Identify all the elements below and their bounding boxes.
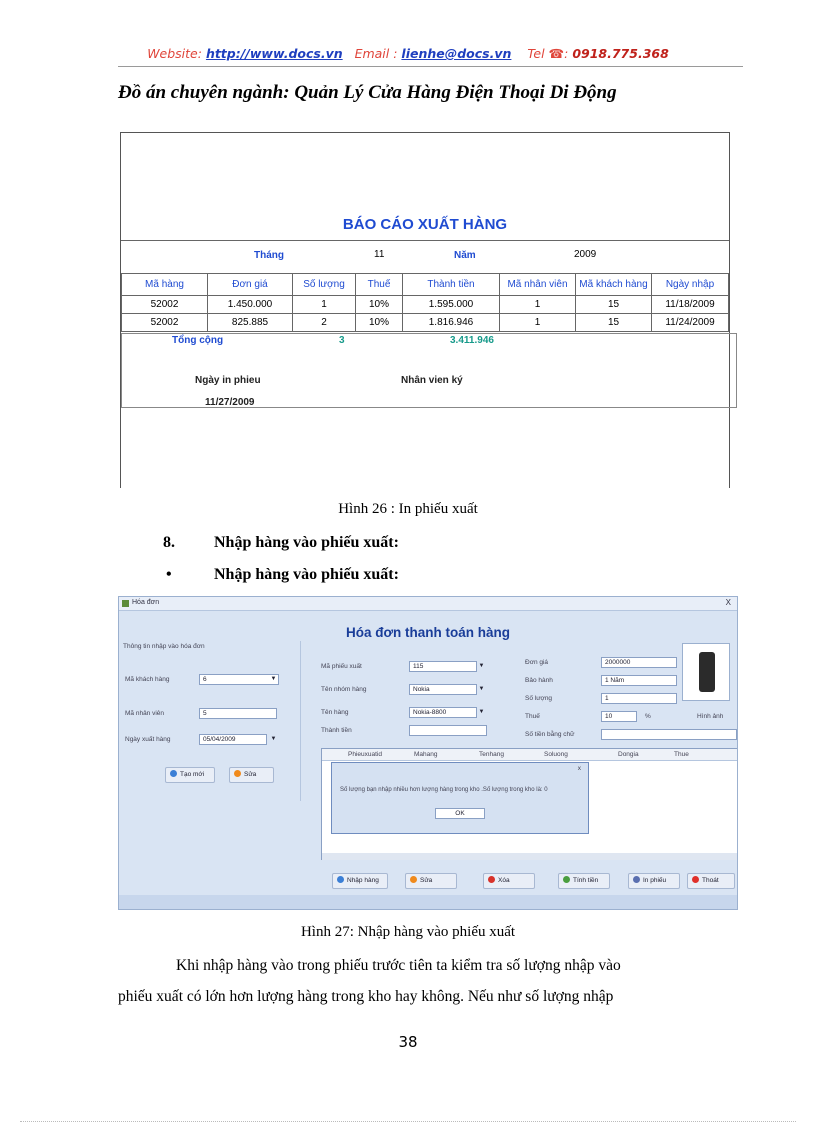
print-date-label: Ngày in phieu (195, 375, 261, 386)
total-label: Tổng cộng (172, 335, 224, 346)
column-header: Mã khách hàng (576, 274, 652, 296)
report-header-row (122, 274, 729, 296)
month-label: Tháng (254, 250, 284, 261)
delete-button-label: Xóa (498, 877, 510, 884)
table-cell: 2 (293, 314, 356, 332)
report-divider (121, 240, 729, 241)
section-number: 8. (163, 534, 175, 551)
dialog-ok-button[interactable]: OK (435, 808, 485, 819)
new-button[interactable] (165, 767, 215, 783)
grid-column-header: Mahang (414, 751, 438, 758)
words-input[interactable] (601, 729, 737, 740)
signer-label: Nhân vien ký (401, 375, 463, 386)
window-bottom-strip (119, 895, 737, 910)
table-cell: 1.595.000 (403, 296, 500, 314)
bullet-icon: • (166, 566, 172, 583)
report-table (121, 273, 729, 332)
warranty-label: Bảo hành (525, 677, 553, 684)
amount-label: Thành tiền (321, 727, 352, 734)
exit-button-label: Thoát (702, 877, 719, 884)
paragraph-line-1: Khi nhập hàng vào trong phiếu trước tiên ta kiểm tra số lượng nhập vào (176, 957, 621, 974)
delete-icon (488, 876, 495, 883)
tel-label: Tel ☎: (527, 46, 573, 61)
column-header: Thuế (356, 274, 403, 296)
edit-button-bottom[interactable] (405, 873, 457, 889)
table-cell: 1 (293, 296, 356, 314)
grid-column-header: Soluong (544, 751, 568, 758)
form-title: Hóa đơn thanh toán hàng (345, 625, 511, 640)
page-header (0, 46, 816, 61)
table-cell: 1 (500, 314, 576, 332)
header-divider (118, 66, 743, 67)
total-amount: 3.411.946 (450, 335, 494, 346)
qty-input[interactable]: 1 (601, 693, 677, 704)
image-label: Hình ảnh (697, 713, 724, 720)
footer-divider (20, 1121, 796, 1122)
staff-label: Mã nhân viên (125, 710, 165, 717)
document-title: Đồ án chuyên ngành: Quản Lý Cửa Hàng Điện Thoại Di Động (118, 82, 617, 103)
chevron-down-icon[interactable]: ▼ (270, 676, 277, 682)
left-group-title: Thông tin nhập vào hóa đơn (123, 643, 205, 650)
group-select[interactable]: Nokia (409, 684, 477, 695)
staff-input[interactable]: 5 (199, 708, 277, 719)
customer-select[interactable]: 6 (199, 674, 279, 685)
table-cell: 15 (576, 296, 652, 314)
window-titlebar (119, 597, 737, 611)
tax-label: Thuế (525, 713, 540, 720)
new-button-label: Tạo mới (180, 771, 205, 778)
table-cell: 10% (356, 314, 403, 332)
table-cell: 52002 (122, 296, 208, 314)
import-button-label: Nhập hàng (347, 877, 379, 884)
tax-unit: % (645, 713, 651, 720)
invoice-window-screenshot (118, 596, 738, 910)
warranty-input[interactable]: 1 Năm (601, 675, 677, 686)
edit-button-label: Sửa (244, 771, 257, 778)
customer-label: Mã khách hàng (125, 676, 170, 683)
chevron-down-icon[interactable]: ▼ (270, 736, 277, 742)
warning-dialog (331, 762, 589, 834)
grid-column-header: Dongia (618, 751, 639, 758)
date-label: Ngày xuất hàng (125, 736, 171, 743)
figure-27-caption: Hình 27: Nhập hàng vào phiếu xuất (300, 924, 516, 940)
table-cell: 825.885 (208, 314, 293, 332)
dialog-close-icon[interactable]: x (577, 765, 581, 772)
print-button[interactable] (628, 873, 680, 889)
column-header: Đơn giá (208, 274, 293, 296)
table-cell: 15 (576, 314, 652, 332)
edit-bottom-label: Sửa (420, 877, 433, 884)
print-icon (633, 876, 640, 883)
table-cell: 11/18/2009 (652, 296, 729, 314)
close-icon[interactable]: X (725, 598, 731, 607)
figure-26-caption: Hình 26 : In phiếu xuất (338, 501, 478, 517)
edit-button[interactable] (229, 767, 274, 783)
delete-button[interactable] (483, 873, 535, 889)
grid-column-header: Tenhang (479, 751, 504, 758)
table-cell: 52002 (122, 314, 208, 332)
paragraph-line-2: phiếu xuất có lớn hơn lượng hàng trong kho hay không. Nếu như số lượng nhập (118, 988, 614, 1005)
group-label: Tên nhóm hàng (321, 686, 367, 693)
grid-scrollbar[interactable] (322, 853, 738, 860)
website-label: Website: (147, 46, 206, 61)
column-header: Ngày nhập (652, 274, 729, 296)
window-title: Hóa đơn (132, 599, 160, 606)
dialog-message: Số lượng bạn nhập nhiều hơn lượng hàng trong kho .Số lượng trong kho là: 0 (340, 787, 548, 793)
table-cell: 10% (356, 296, 403, 314)
table-cell: 11/24/2009 (652, 314, 729, 332)
price-label: Đơn giá (525, 659, 549, 666)
app-icon (122, 600, 129, 607)
qty-label: Số lượng (525, 695, 553, 702)
month-value: 11 (374, 249, 385, 260)
new-icon (170, 770, 177, 777)
tax-input[interactable]: 10 (601, 711, 637, 722)
grid-column-header: Thue (674, 751, 689, 758)
email-label: Email : (354, 46, 402, 61)
calculator-icon (563, 876, 570, 883)
grid-column-header: Phieuxuatid (348, 751, 382, 758)
bullet-heading: Nhập hàng vào phiếu xuất: (214, 566, 399, 583)
grid-header (322, 749, 738, 761)
column-header: Thành tiền (403, 274, 500, 296)
export-report-figure (120, 132, 730, 488)
edit-icon (234, 770, 241, 777)
total-quantity: 3 (339, 335, 345, 346)
year-value: 2009 (574, 249, 597, 260)
invoice-select[interactable]: 115 (409, 661, 477, 672)
invoice-label: Mã phiếu xuất (321, 663, 362, 670)
exit-button[interactable] (687, 873, 735, 889)
words-label: Số tiền bằng chữ (525, 731, 575, 738)
chevron-down-icon[interactable]: ▼ (478, 686, 485, 692)
item-select[interactable]: Nokia-8800 (409, 707, 477, 718)
report-footer-box (121, 333, 737, 408)
print-button-label: In phiếu (643, 877, 667, 884)
website-link[interactable]: http://www.docs.vn (205, 46, 343, 61)
table-row (122, 296, 729, 314)
column-header: Số lượng (293, 274, 356, 296)
chevron-down-icon[interactable]: ▼ (478, 663, 485, 669)
chevron-down-icon[interactable]: ▼ (478, 709, 485, 715)
amount-input[interactable] (409, 725, 487, 736)
email-link[interactable]: lienhe@docs.vn (401, 46, 512, 61)
year-label: Năm (454, 250, 476, 261)
calculate-button-label: Tính tiền (573, 877, 599, 884)
page-number: 38 (398, 1033, 418, 1051)
price-input[interactable]: 2000000 (601, 657, 677, 668)
table-cell: 1.816.946 (403, 314, 500, 332)
table-row (122, 314, 729, 332)
calculate-button[interactable] (558, 873, 610, 889)
section-heading: Nhập hàng vào phiếu xuất: (214, 534, 399, 551)
exit-icon (692, 876, 699, 883)
print-date: 11/27/2009 (205, 397, 255, 408)
import-button[interactable] (332, 873, 388, 889)
table-cell: 1 (500, 296, 576, 314)
product-image (682, 643, 730, 701)
table-cell: 1.450.000 (208, 296, 293, 314)
column-header: Mã nhân viên (500, 274, 576, 296)
edit-icon (410, 876, 417, 883)
import-icon (337, 876, 344, 883)
item-label: Tên hàng (321, 709, 349, 716)
report-title: BÁO CÁO XUẤT HÀNG (342, 216, 508, 233)
date-picker[interactable]: 05/04/2009 (199, 734, 267, 745)
tel-number: 0918.775.368 (572, 46, 669, 61)
phone-icon (699, 652, 715, 692)
column-header: Mã hàng (122, 274, 208, 296)
left-group-panel (119, 641, 301, 801)
